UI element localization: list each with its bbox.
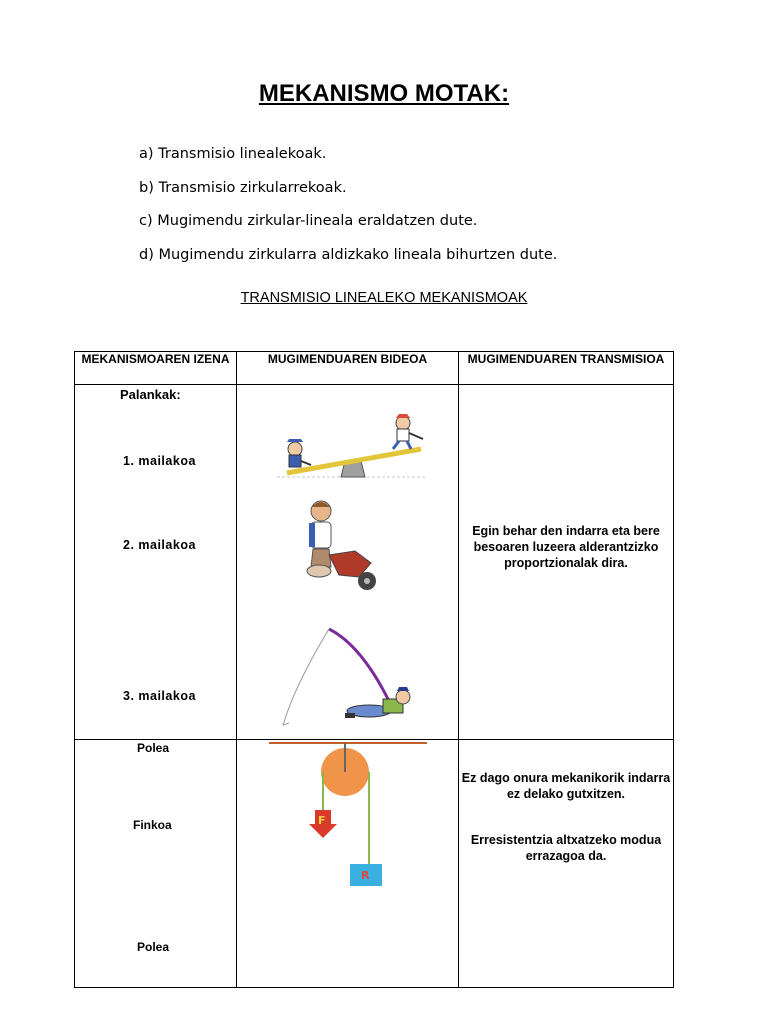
pulley-name-cell bbox=[75, 740, 237, 988]
page-title: MEKANISMO MOTAK: bbox=[258, 80, 510, 107]
pulley-video-cell bbox=[237, 740, 459, 988]
fishing-rod-illustration bbox=[265, 625, 433, 733]
table-header-row bbox=[75, 352, 674, 385]
list-item: a) Transmisio linealekoak. bbox=[139, 146, 327, 162]
pulley-transmission-cell bbox=[459, 740, 674, 988]
mechanisms-table bbox=[74, 351, 674, 988]
force-label: F bbox=[318, 814, 326, 827]
list-item: c) Mugimendu zirkular-lineala eraldatzen dute. bbox=[139, 213, 478, 229]
lever-class-2: 2. mailakoa bbox=[123, 538, 196, 552]
wheelbarrow-illustration bbox=[299, 497, 383, 601]
section-subtitle: TRANSMISIO LINEALEKO MEKANISMOAK bbox=[240, 290, 528, 306]
list-item: d) Mugimendu zirkularra aldizkako lineala bihurtzen dute. bbox=[139, 246, 558, 263]
list-item: b) Transmisio zirkularrekoak. bbox=[139, 179, 347, 196]
table-row bbox=[75, 385, 674, 740]
pulley-label-top: Polea bbox=[137, 741, 170, 755]
header-video: MUGIMENDUAREN BIDEOA bbox=[237, 352, 459, 385]
lever-class-3: 3. mailakoa bbox=[123, 689, 196, 703]
mechanism-types-list bbox=[139, 143, 557, 277]
lever-heading: Palankak: bbox=[120, 387, 181, 402]
pulley-label-bottom: Polea bbox=[137, 940, 170, 954]
fixed-pulley-illustration bbox=[267, 740, 429, 892]
header-transmission: MUGIMENDUAREN TRANSMISIOA bbox=[459, 352, 674, 385]
lever-video-cell bbox=[237, 385, 459, 740]
lever-class-1: 1. mailakoa bbox=[123, 454, 196, 468]
table-row bbox=[75, 740, 674, 988]
pulley-label-fixed: Finkoa bbox=[133, 818, 172, 832]
header-name: MEKANISMOAREN IZENA bbox=[75, 352, 237, 385]
lever-name-cell bbox=[75, 385, 237, 740]
pulley-transmission-text-1: Ez dago onura mekanikorik indarra ez delako gutxitzen. bbox=[461, 771, 671, 801]
lever-transmission-cell bbox=[459, 385, 674, 740]
resistance-label: R bbox=[361, 869, 370, 882]
pulley-transmission-text-2: Erresistentzia altxatzeko modua errazagoa da. bbox=[470, 833, 662, 863]
lever-transmission-text: Egin behar den indarra eta bere besoaren luzeera alderantzizko proportzionalak dira. bbox=[472, 524, 660, 570]
seesaw-illustration bbox=[273, 409, 429, 481]
